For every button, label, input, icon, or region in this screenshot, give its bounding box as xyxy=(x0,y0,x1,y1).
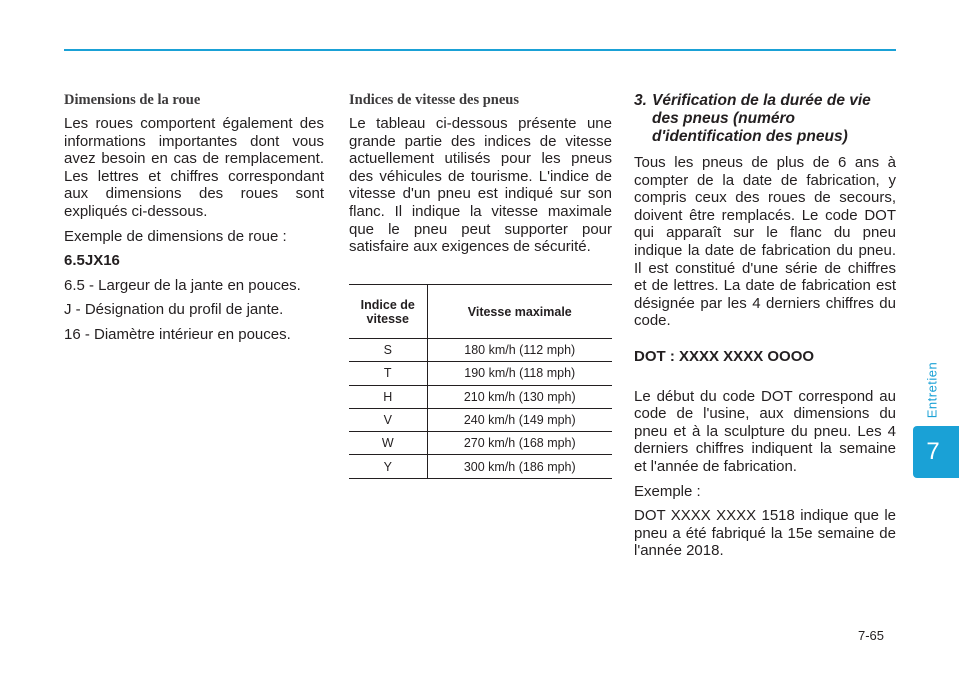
table-row xyxy=(349,385,612,408)
paragraph: Exemple de dimensions de roue : xyxy=(64,227,287,245)
table-row xyxy=(349,362,612,385)
section-heading: Dimensions de la roue xyxy=(64,92,201,108)
page-number: 7-65 xyxy=(858,628,885,643)
tire-age-section xyxy=(634,92,896,567)
paragraph: Les roues comportent également des informations importantes dont vous avez besoin en cas de remplacement. Les lettres et chiffres correspondant aux dimensions des roues sont expliqués ci-dessous. xyxy=(64,115,324,220)
table-cell: 270 km/h (168 mph) xyxy=(427,432,612,455)
paragraph: Le tableau ci-dessous présente une grande partie des indices de vitesse actuellement utilisés pour les pneus des véhicules de tourisme. L'indice de vitesse d'un pneu est indiqué sur son flanc. Il indique la vitesse maximale que le pneu peut supporter pour satisfaire aux exigences de sécurité. xyxy=(349,115,612,256)
chapter-number: 7 xyxy=(926,438,940,465)
column-header: Vitesse maximale xyxy=(427,285,612,339)
table-cell: 210 km/h (130 mph) xyxy=(427,385,612,408)
section-heading xyxy=(634,92,896,146)
table-cell: H xyxy=(349,385,427,408)
chapter-tab xyxy=(913,426,953,478)
paragraph: 16 - Diamètre intérieur en pouces. xyxy=(64,325,291,343)
table-cell: S xyxy=(349,339,427,362)
table-cell: 190 km/h (118 mph) xyxy=(427,362,612,385)
section-label-text: Entretien xyxy=(924,361,940,419)
table-cell: T xyxy=(349,362,427,385)
speed-index-section xyxy=(349,92,612,263)
column-header: Indice de vitesse xyxy=(349,285,427,339)
header-rule xyxy=(64,49,896,51)
heading-line: Vérification de la durée de vie xyxy=(652,92,871,109)
section-side-label xyxy=(923,360,941,420)
table-row xyxy=(349,455,612,478)
dot-code: DOT : XXXX XXXX OOOO xyxy=(634,347,815,365)
example-code: 6.5JX16 xyxy=(64,252,120,270)
paragraph: Tous les pneus de plus de 6 ans à compter de la date de fabrication, y compris ceux des roues de secours, doivent être remplacés. Le code DOT qui apparaît sur le flanc du pneu indique la date de fabrication du pneu. Il est constitué d'une série de chiffres et de lettres. La date de fabrication est désignée par les 4 derniers chiffres du code. xyxy=(634,154,896,330)
speed-index-table xyxy=(349,284,612,479)
paragraph: J - Désignation du profil de jante. xyxy=(64,301,284,319)
heading-number: 3. xyxy=(634,92,647,109)
table-cell: V xyxy=(349,408,427,431)
wheel-dimensions-section xyxy=(64,92,324,351)
table-cell: 180 km/h (112 mph) xyxy=(427,339,612,362)
table-cell: W xyxy=(349,432,427,455)
table-cell: 300 km/h (186 mph) xyxy=(427,455,612,478)
paragraph: Le début du code DOT correspond au code de l'usine, aux dimensions du pneu et à la sculpture du pneu. Les 4 derniers chiffres indiquent la semaine et l'année de fabrication. xyxy=(634,387,896,475)
table-cell: 240 km/h (149 mph) xyxy=(427,408,612,431)
paragraph: Exemple : xyxy=(634,482,701,500)
heading-continuation: des pneus (numéro d'identification des pneus) xyxy=(652,110,848,145)
section-heading: Indices de vitesse des pneus xyxy=(349,92,519,108)
table-row xyxy=(349,339,612,362)
table-row xyxy=(349,432,612,455)
paragraph: 6.5 - Largeur de la jante en pouces. xyxy=(64,276,301,294)
table-row xyxy=(349,408,612,431)
paragraph: DOT XXXX XXXX 1518 indique que le pneu a été fabriqué la 15e semaine de l'année 2018. xyxy=(634,507,896,560)
table-header-row xyxy=(349,285,612,339)
table-cell: Y xyxy=(349,455,427,478)
